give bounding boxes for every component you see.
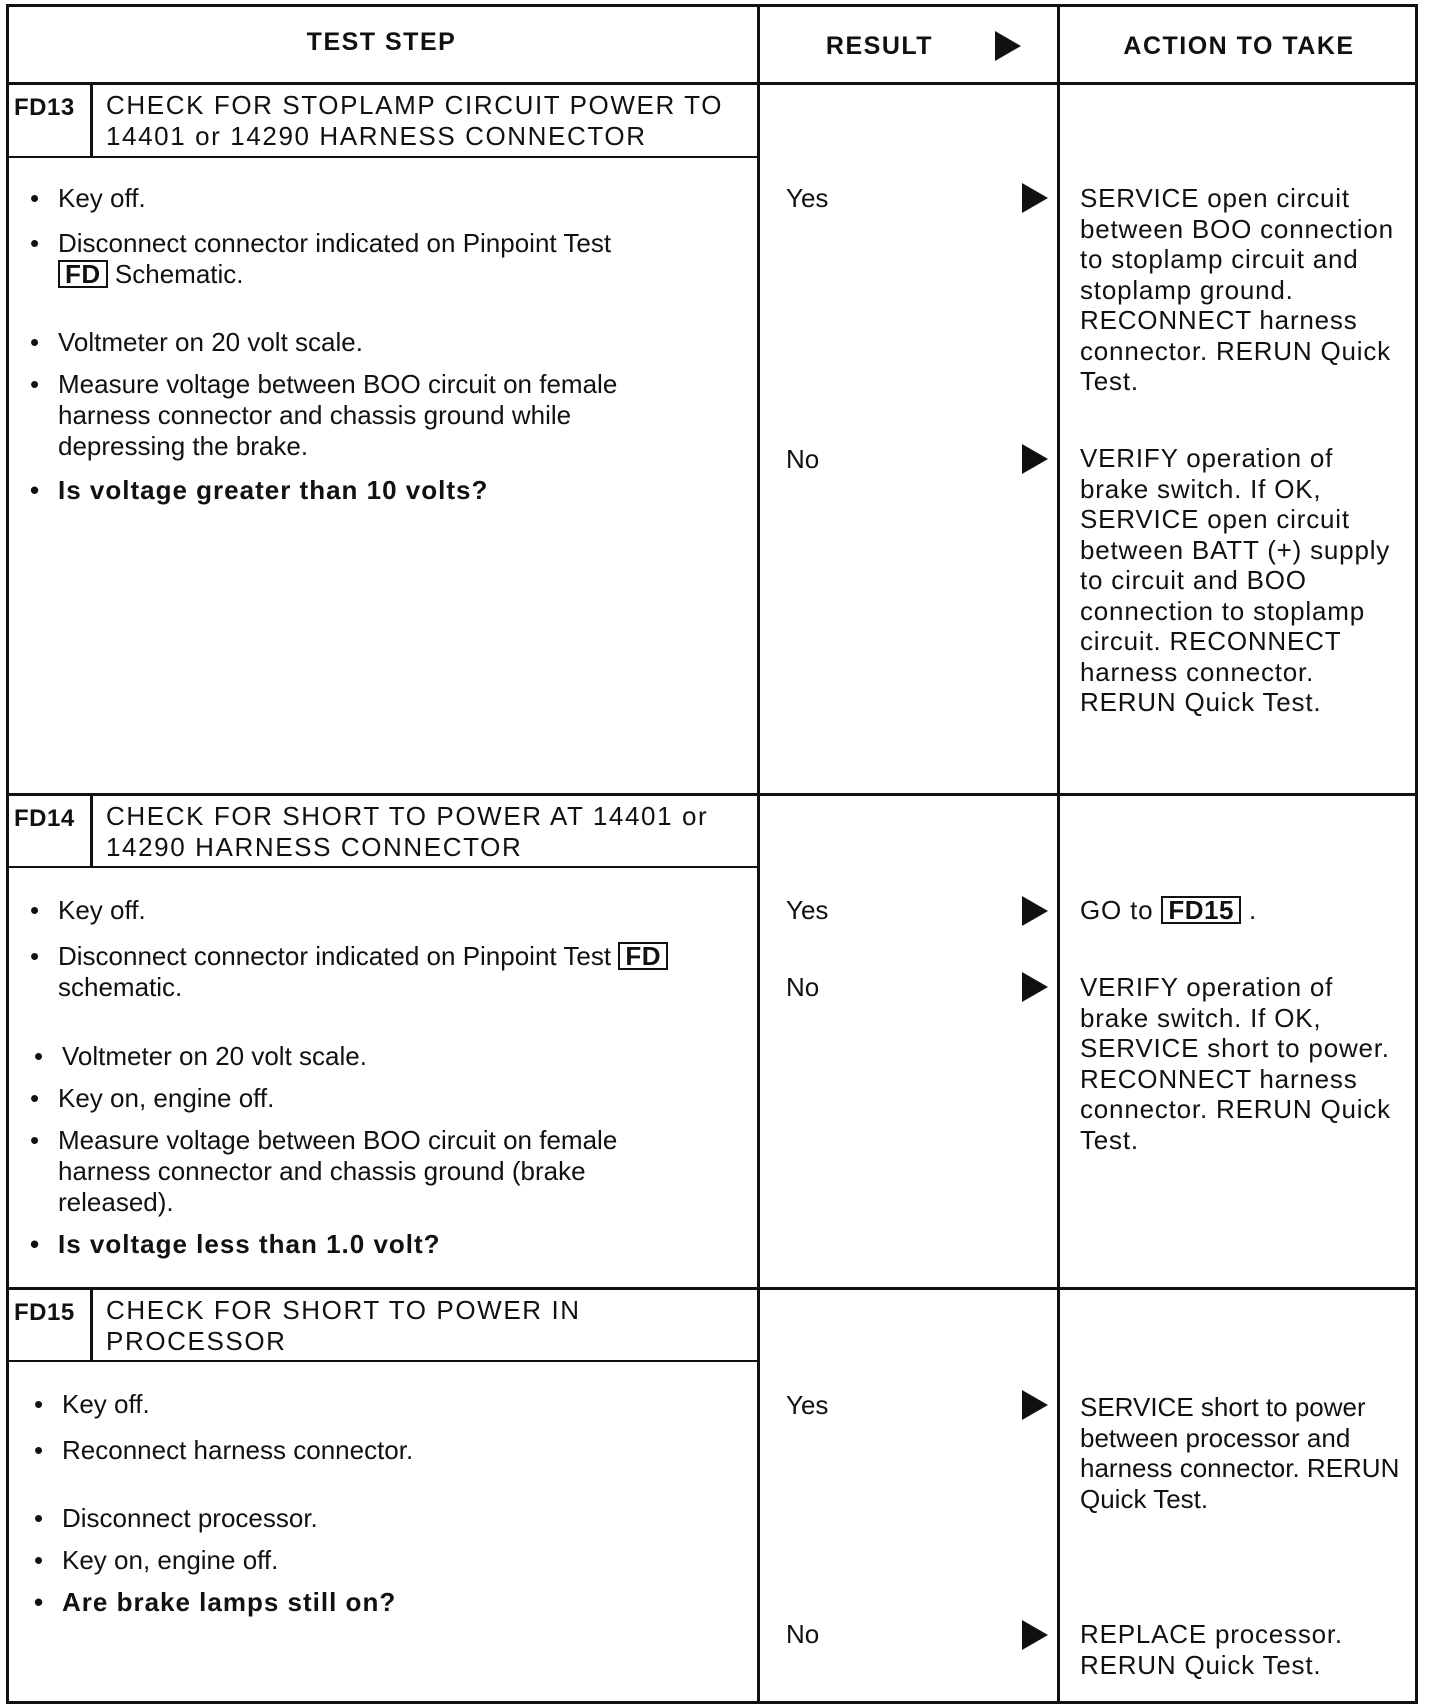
step-title: CHECK FOR SHORT TO POWER IN PROCESSOR	[106, 1295, 581, 1356]
step-item: • Disconnect connector indicated on Pinpoint Test FD Schematic.	[30, 228, 612, 289]
result-no: No	[786, 1619, 820, 1649]
title-rule	[6, 156, 757, 158]
column-divider	[757, 4, 760, 1704]
step-question: • Is voltage less than 1.0 volt?	[30, 1229, 441, 1259]
action-text: GO to FD15 .	[1080, 895, 1258, 925]
title-rule	[6, 866, 757, 868]
arrow-right-icon	[1022, 972, 1048, 1002]
result-no: No	[786, 444, 820, 474]
step-item: • Disconnect processor.	[34, 1503, 318, 1533]
step-item: • Measure voltage between BOO circuit on female harness connector and chassis ground (brake released).	[30, 1125, 618, 1217]
fd15-reference[interactable]: FD15	[1161, 896, 1241, 924]
step-title: CHECK FOR STOPLAMP CIRCUIT POWER TO 14401 or 14290 HARNESS CONNECTOR	[106, 90, 724, 151]
arrow-right-icon	[1022, 1390, 1048, 1420]
step-question: • Is voltage greater than 10 volts?	[30, 475, 489, 505]
step-item: • Key on, engine off.	[34, 1545, 279, 1575]
step-question: • Are brake lamps still on?	[34, 1587, 397, 1617]
header-action: ACTION TO TAKE	[1123, 31, 1355, 60]
step-item: • Key off.	[30, 183, 146, 213]
arrow-right-icon	[995, 31, 1021, 61]
code-divider	[90, 795, 93, 867]
header-result	[760, 4, 1057, 88]
action-text: REPLACE processor. RERUN Quick Test.	[1080, 1619, 1343, 1680]
arrow-right-icon	[1022, 444, 1048, 474]
step-item: • Key off.	[30, 895, 146, 925]
action-text: VERIFY operation of brake switch. If OK, SERVICE short to power. RECONNECT harness connector. RERUN Quick Test.	[1080, 972, 1391, 1155]
arrow-right-icon	[1022, 1620, 1048, 1650]
fd-reference: FD	[618, 942, 668, 970]
action-text: SERVICE open circuit between BOO connection to stoplamp circuit and stoplamp ground. RECONNECT harness connector. RERUN Quick Test.	[1080, 183, 1394, 396]
action-text: VERIFY operation of brake switch. If OK, SERVICE open circuit between BATT (+) supply to circuit and BOO connection to stoplamp circuit. RECONNECT harness connector. RERUN Quick Test.	[1080, 443, 1391, 717]
step-code: FD14	[14, 805, 75, 832]
step-item: • Voltmeter on 20 volt scale.	[34, 1041, 367, 1071]
step-title: CHECK FOR SHORT TO POWER AT 14401 or 14290 HARNESS CONNECTOR	[106, 801, 709, 862]
result-yes: Yes	[786, 183, 829, 213]
column-divider	[1057, 4, 1060, 1704]
section-rule	[6, 793, 1418, 796]
code-divider	[90, 84, 93, 156]
step-item: • Measure voltage between BOO circuit on female harness connector and chassis ground while depressing the brake.	[30, 369, 618, 461]
fd-reference: FD	[58, 260, 108, 288]
arrow-right-icon	[1022, 183, 1048, 213]
step-code: FD13	[14, 94, 75, 121]
title-rule	[6, 1360, 757, 1362]
action-text: SERVICE short to power between processor and harness connector. RERUN Quick Test.	[1080, 1392, 1400, 1514]
result-no: No	[786, 972, 820, 1002]
header-test-step: TEST STEP	[306, 27, 457, 56]
header-result-label: RESULT	[825, 31, 934, 60]
step-item: • Disconnect connector indicated on Pinpoint Test FD schematic.	[58, 941, 698, 1003]
code-divider	[90, 1289, 93, 1361]
step-item: • Key on, engine off.	[30, 1083, 275, 1113]
result-yes: Yes	[786, 1390, 829, 1420]
section-rule	[6, 1287, 1418, 1290]
step-item: • Key off.	[34, 1389, 150, 1419]
step-item: • Voltmeter on 20 volt scale.	[30, 327, 363, 357]
result-yes: Yes	[786, 895, 829, 925]
step-item: • Reconnect harness connector.	[34, 1435, 414, 1465]
step-code: FD15	[14, 1299, 75, 1326]
arrow-right-icon	[1022, 896, 1048, 926]
